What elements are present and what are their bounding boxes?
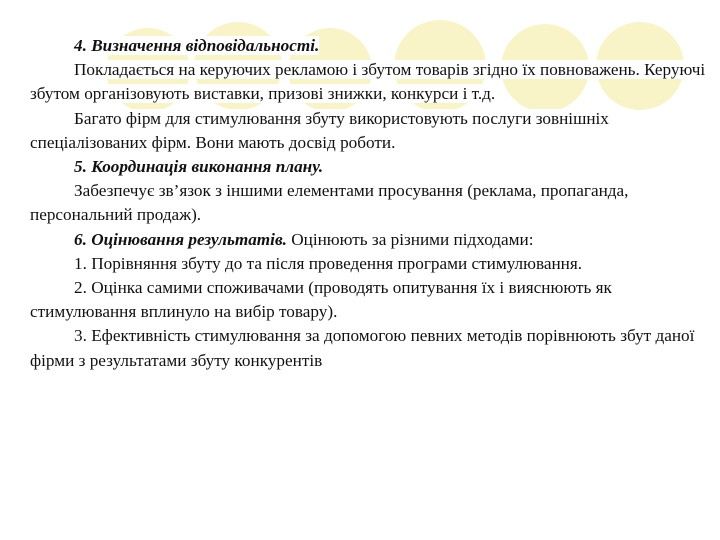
- section-5-heading-line: [30, 155, 706, 179]
- section-5-heading: 5. Координація виконання плану.: [74, 157, 324, 177]
- section-4-heading-line: [30, 34, 706, 58]
- section-5-paragraph-1: Забезпечує зв’язок з іншими елементами просування (реклама, пропаганда, персональний продаж).: [30, 181, 629, 225]
- section-6-item-2: 2. Оцінка самими споживачами (проводять опитування їх і вияснюють як стимулювання вплинуло на вибір товару).: [30, 278, 612, 322]
- section-6-item-3: 3. Ефективність стимулювання за допомогою певних методів порівнюють збут даної фірми з результатами збуту конкурентів: [30, 326, 695, 370]
- section-6-item-1: 1. Порівняння збуту до та після проведення програми стимулювання.: [74, 253, 583, 273]
- section-4-heading: 4. Визначення відповідальності.: [74, 36, 320, 55]
- section-6-intro: Оцінюють за різними підходами:: [286, 229, 534, 249]
- section-6-heading-line: [30, 228, 706, 252]
- section-6-heading: 6. Оцінювання результатів.: [74, 229, 287, 249]
- section-4-paragraph-2: Багато фірм для стимулювання збуту використовують послуги зовнішніх спеціалізованих фірм. Вони мають досвід роботи.: [30, 108, 609, 152]
- section-4-paragraph-1: Покладається на керуючих рекламою і збутом товарів згідно їх повноважень. Керуючі збутом організовують виставки, призові знижки, конкурси і т.д.: [30, 60, 706, 104]
- document-text: [30, 34, 706, 373]
